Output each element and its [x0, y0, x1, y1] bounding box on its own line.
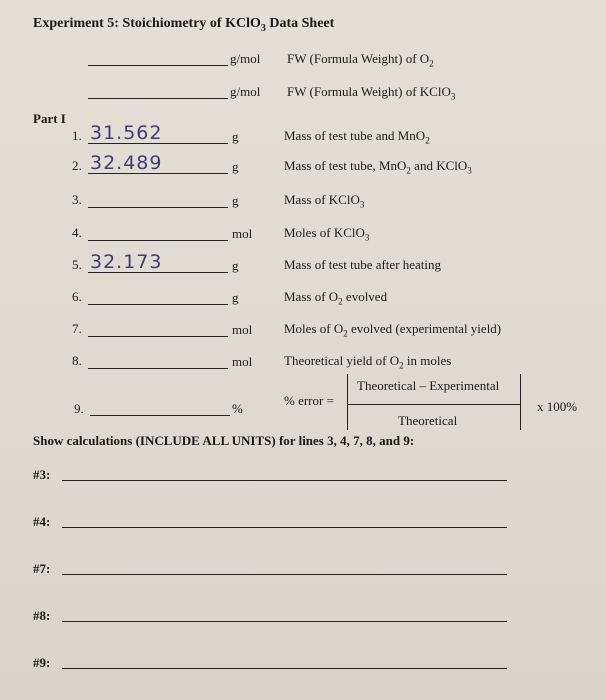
calculation-label: #8:	[33, 608, 51, 623]
calculation-line[interactable]	[62, 480, 507, 481]
calculation-line[interactable]	[62, 621, 507, 622]
row-number: 6.	[72, 289, 82, 304]
row-description: Moles of KClO$_3$	[284, 225, 370, 243]
calculation-label: #3:	[33, 467, 51, 482]
row-9-blank[interactable]	[90, 415, 230, 416]
row-unit: g	[232, 193, 239, 208]
fw-kclo3-label: FW (Formula Weight) of KClO$_3$	[287, 84, 456, 102]
row-blank[interactable]	[88, 207, 228, 208]
row-blank[interactable]	[88, 240, 228, 241]
row-unit: g	[232, 129, 239, 144]
times-100-percent: x 100%	[537, 399, 578, 414]
fw-o2-blank[interactable]	[88, 65, 228, 66]
part-label: Part I	[33, 111, 66, 126]
row-description: Mass of test tube and MnO$_2$	[284, 128, 430, 146]
fraction-denominator: Theoretical	[398, 413, 458, 428]
row-description: Mass of test tube after heating	[284, 257, 442, 272]
row-description: Moles of $O_2$ evolved (experimental yield)	[284, 321, 502, 339]
row-unit: mol	[232, 322, 253, 337]
row-number: 7.	[72, 321, 82, 336]
fw-kclo3-unit: g/mol	[230, 84, 261, 99]
percent-error-label: % error =	[284, 393, 334, 408]
row-9-unit: %	[232, 401, 243, 416]
calculation-line[interactable]	[62, 574, 507, 575]
page-title: Experiment 5: Stoichiometry of KClO$_3$ Data Sheet	[33, 16, 335, 34]
calculation-line[interactable]	[62, 668, 507, 669]
row-number: 5.	[72, 257, 82, 272]
row-number: 2.	[72, 158, 82, 173]
row-unit: g	[232, 290, 239, 305]
row-description: Theoretical yield of $O_2$ in moles	[284, 353, 452, 371]
handwritten-value: 32.173	[90, 251, 163, 273]
row-blank[interactable]	[88, 304, 228, 305]
row-description: Mass of $O_2$ evolved	[284, 289, 388, 307]
handwritten-value: 32.489	[90, 152, 163, 174]
instructions: Show calculations (INCLUDE ALL UNITS) for lines 3, 4, 7, 8, and 9:	[33, 433, 415, 448]
row-number: 8.	[72, 353, 82, 368]
row-number: 3.	[72, 192, 82, 207]
row-9-number: 9.	[74, 401, 84, 416]
fw-o2-label: FW (Formula Weight) of $O_2$	[287, 51, 434, 69]
fraction-bar	[347, 404, 520, 405]
calculation-label: #9:	[33, 655, 51, 670]
row-unit: g	[232, 159, 239, 174]
row-number: 1.	[72, 128, 82, 143]
row-description: Mass of KClO$_3$	[284, 192, 365, 210]
fraction-numerator: Theoretical – Experimental	[357, 378, 500, 393]
calculation-label: #7:	[33, 561, 51, 576]
handwritten-value: 31.562	[90, 122, 163, 144]
calculation-line[interactable]	[62, 527, 507, 528]
row-blank[interactable]	[88, 336, 228, 337]
fw-o2-unit: g/mol	[230, 51, 261, 66]
row-blank[interactable]	[88, 368, 228, 369]
row-unit: g	[232, 258, 239, 273]
row-number: 4.	[72, 225, 82, 240]
row-unit: mol	[232, 226, 253, 241]
fw-kclo3-blank[interactable]	[88, 98, 228, 99]
row-description: Mass of test tube, MnO$_2$ and KClO$_3$	[284, 158, 472, 176]
row-unit: mol	[232, 354, 253, 369]
calculation-label: #4:	[33, 514, 51, 529]
